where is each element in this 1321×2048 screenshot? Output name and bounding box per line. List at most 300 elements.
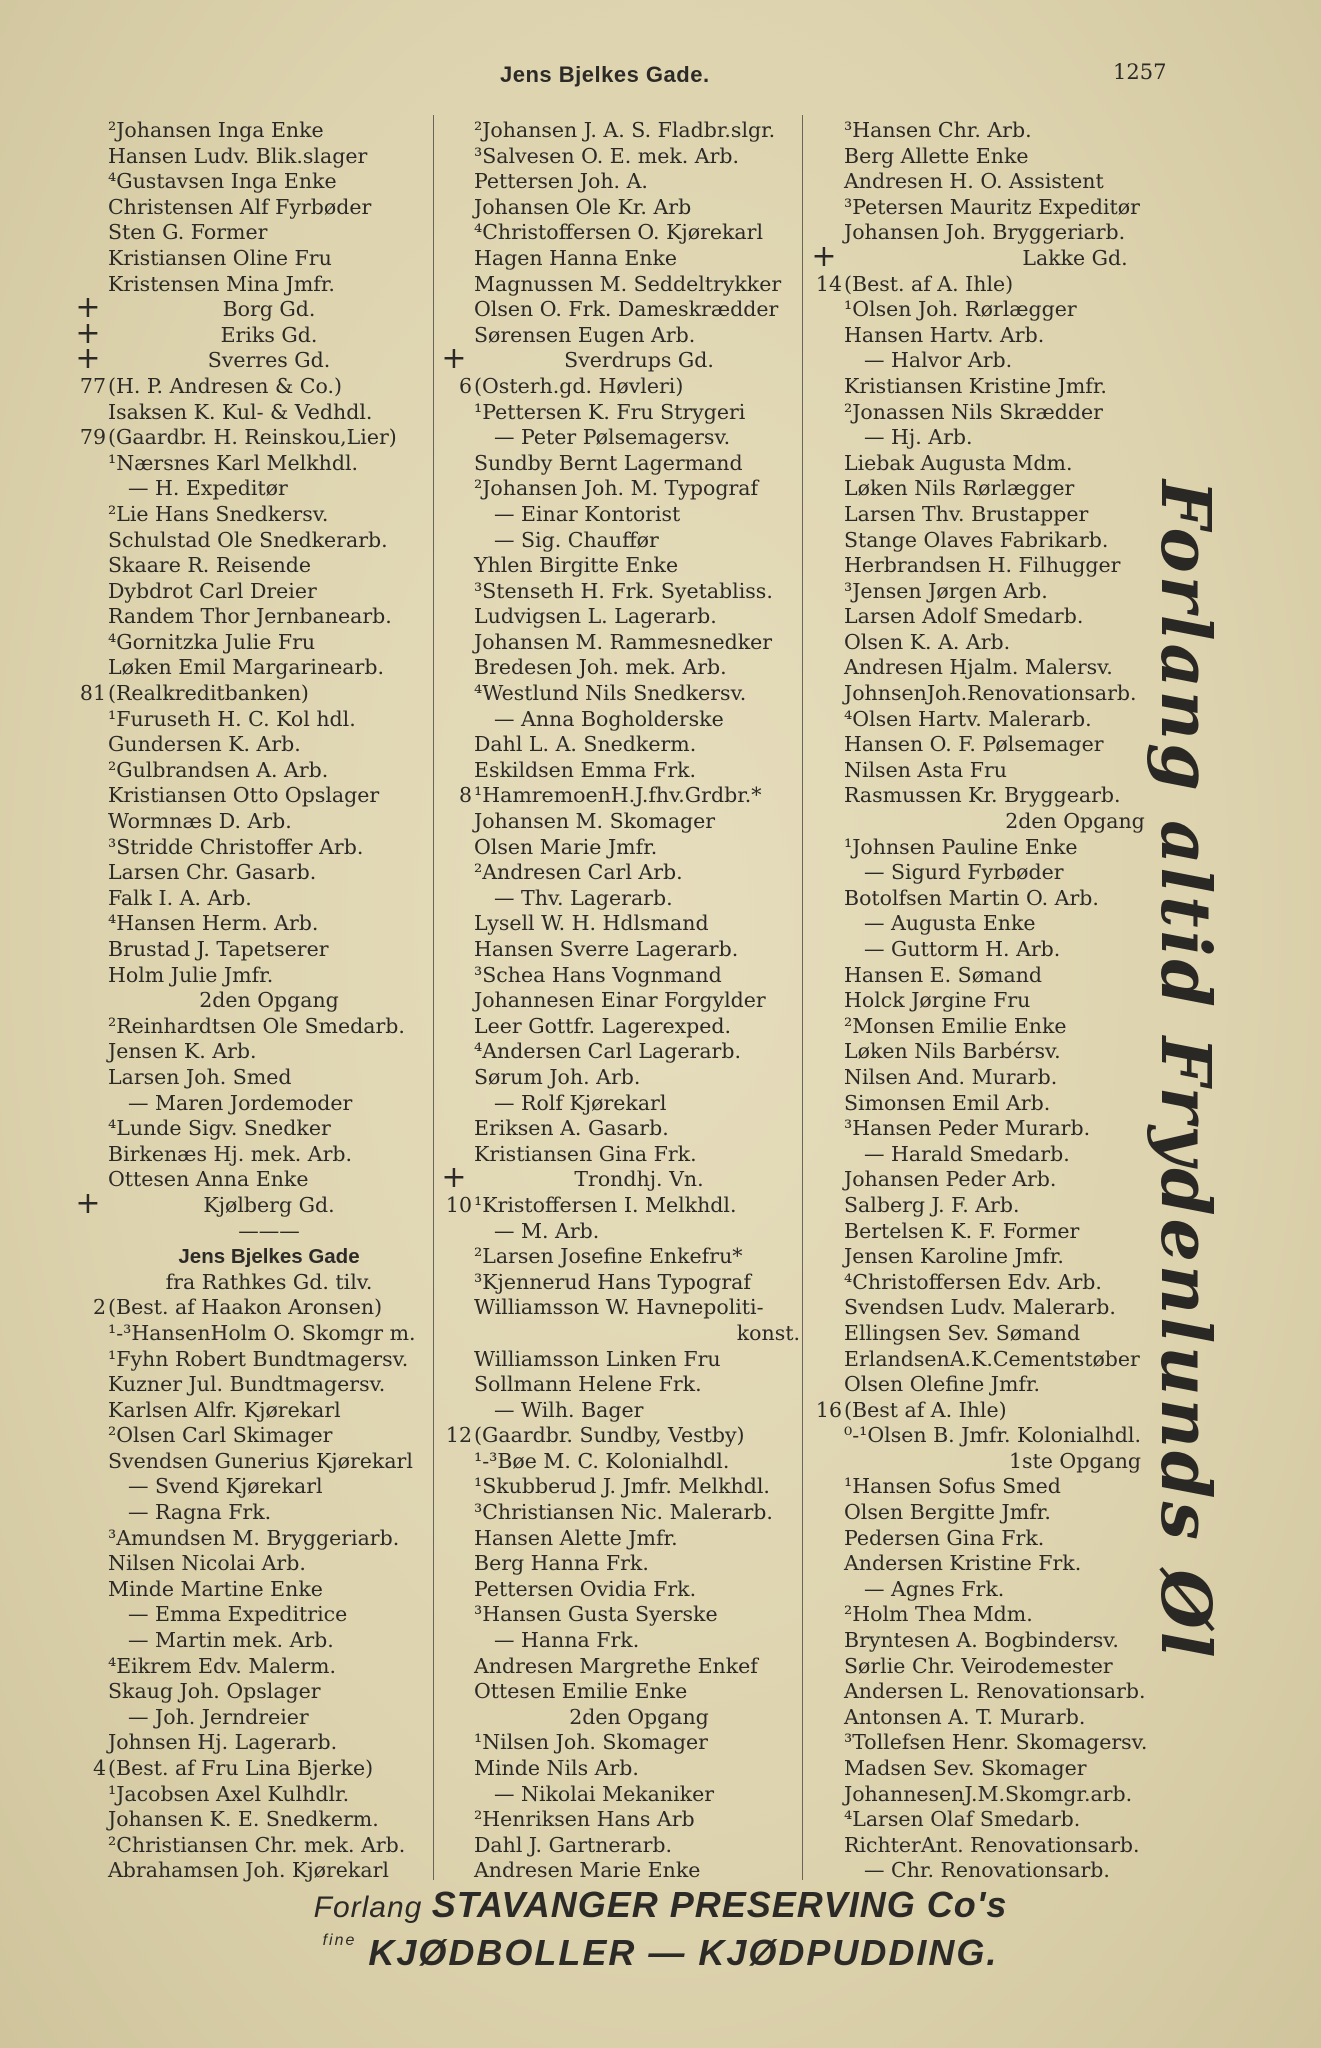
resident-entry [806, 1858, 1306, 1884]
entry-text: Holck Jørgine Fru [844, 988, 1031, 1013]
resident-entry [436, 272, 804, 298]
resident-entry [436, 911, 804, 937]
entry-text: — Martin mek. Arb. [128, 1628, 334, 1653]
entry-text: ³Christiansen Nic. Malerarb. [474, 1500, 773, 1525]
resident-entry [436, 400, 804, 426]
entry-text: Kristiansen Kristine Jmfr. [844, 373, 1107, 398]
entry-text: Johansen Peder Arb. [844, 1167, 1057, 1192]
entry-text: Antonsen A. T. Murarb. [844, 1704, 1086, 1729]
entry-text: ²Henriksen Hans Arb [474, 1807, 695, 1832]
entry-text: Jensen Karoline Jmfr. [844, 1244, 1064, 1269]
resident-entry [806, 1091, 1306, 1117]
resident-entry [806, 1423, 1306, 1449]
resident-entry [70, 169, 430, 195]
entry-text: Johansen K. E. Snedkerm. [108, 1807, 379, 1832]
resident-entry [806, 732, 1306, 758]
resident-entry [436, 1858, 804, 1884]
resident-entry [806, 297, 1306, 323]
ad-brand-text: STAVANGER PRESERVING Co's [431, 1884, 1008, 1925]
resident-entry [436, 169, 804, 195]
resident-entry [806, 886, 1306, 912]
entry-text: ²Larsen Josefine Enkefru* [474, 1244, 743, 1269]
resident-entry [806, 1014, 1306, 1040]
entry-text: Pettersen Joh. A. [474, 169, 648, 194]
house-number: 12 [445, 1423, 472, 1448]
entry-text: — Wilh. Bager [494, 1397, 644, 1422]
street-heading-row [436, 341, 804, 377]
resident-entry [806, 502, 1306, 528]
resident-entry [436, 681, 804, 707]
entry-text: Skaare R. Reisende [108, 553, 312, 578]
entry-text: ⁰-¹Olsen B. Jmfr. Kolonialhdl. [844, 1423, 1141, 1448]
resident-entry [70, 1551, 430, 1577]
entry-text: ⁴Larsen Olaf Smedarb. [844, 1807, 1081, 1832]
entry-text: Andresen Hjalm. Malersv. [844, 655, 1113, 680]
resident-entry [436, 220, 804, 246]
entry-text: Nilsen Asta Fru [844, 757, 1007, 782]
entry-text: Hansen Ludv. Blik.slager [108, 143, 368, 168]
entry-text: Olsen K. A. Arb. [844, 629, 1011, 654]
resident-entry [70, 1449, 430, 1475]
entry-text: ¹Hansen Sofus Smed [844, 1474, 1061, 1499]
entry-text: Bertelsen K. F. Former [844, 1218, 1080, 1243]
entry-text: Ludvigsen L. Lagerarb. [474, 604, 717, 629]
entry-text: Leer Gottfr. Lagerexped. [474, 1013, 732, 1038]
resident-entry [70, 835, 430, 861]
entry-text: — Sig. Chauffør [494, 527, 659, 552]
resident-entry [436, 988, 804, 1014]
entry-text: Holm Julie Jmfr. [108, 962, 274, 987]
resident-entry [806, 783, 1306, 809]
entry-text: Olsen O. Frk. Dameskrædder [474, 297, 779, 322]
resident-entry [806, 911, 1306, 937]
resident-entry [436, 1679, 804, 1705]
entry-text: Schulstad Ole Snedkerarb. [108, 527, 388, 552]
resident-entry [436, 707, 804, 733]
entry-text: Williamsson Linken Fru [474, 1346, 721, 1371]
resident-entry [436, 1142, 804, 1168]
resident-entry [436, 1091, 804, 1117]
house-number-row [70, 1756, 430, 1782]
entry-text: Andersen Kristine Frk. [844, 1551, 1082, 1576]
bottom-advertisement-line-2 [0, 1932, 1321, 1974]
resident-entry [436, 604, 804, 630]
entry-text: (Realkreditbanken) [108, 681, 309, 706]
entry-text: (Gaardbr. H. Reinskou,Lier) [108, 425, 397, 450]
resident-entry [806, 630, 1306, 656]
resident-entry [70, 1577, 430, 1603]
entry-text: — Agnes Frk. [864, 1576, 1005, 1601]
house-number: 8 [458, 783, 472, 808]
entry-text: Abrahamsen Joh. Kjørekarl [108, 1858, 389, 1883]
ad-fine-text: fine [322, 1932, 357, 1949]
street-heading-row [70, 315, 430, 351]
resident-entry [806, 1142, 1306, 1168]
page-number: 1257 [1113, 60, 1167, 84]
resident-entry [70, 1628, 430, 1654]
street-heading-row [436, 1160, 804, 1196]
resident-entry [806, 1244, 1306, 1270]
entry-text: Sørlie Chr. Veirodemester [844, 1653, 1113, 1678]
resident-entry [806, 1116, 1306, 1142]
resident-entry [436, 1577, 804, 1603]
entry-text: Andresen H. O. Assistent [844, 169, 1104, 194]
entry-text: Christensen Alf Fyrbøder [108, 194, 372, 219]
resident-entry [806, 144, 1306, 170]
resident-entry [70, 1398, 430, 1424]
entry-text: ⁴Eikrem Edv. Malerm. [108, 1653, 336, 1678]
entry-text: Herbrandsen H. Filhugger [844, 553, 1121, 578]
entry-text: — Rolf Kjørekarl [494, 1090, 667, 1115]
resident-entry [436, 1321, 804, 1347]
resident-entry [70, 1679, 430, 1705]
resident-entry [70, 1039, 430, 1065]
resident-entry [436, 323, 804, 349]
entry-text: — Harald Smedarb. [864, 1141, 1070, 1166]
resident-entry [70, 1474, 430, 1500]
resident-entry [70, 630, 430, 656]
resident-entry [70, 220, 430, 246]
resident-entry [806, 1551, 1306, 1577]
entry-text: Botolfsen Martin O. Arb. [844, 885, 1099, 910]
entry-text: Sollmann Helene Frk. [474, 1372, 702, 1397]
street-name: 2den Opgang [569, 1704, 709, 1729]
entry-text: Johnsen Hj. Lagerarb. [108, 1730, 338, 1755]
entry-text: ⁴Hansen Herm. Arb. [108, 911, 319, 936]
entry-text: Andersen L. Renovationsarb. [844, 1679, 1146, 1704]
resident-entry [806, 1193, 1306, 1219]
resident-entry [436, 297, 804, 323]
entry-text: — Joh. Jerndreier [128, 1704, 309, 1729]
entry-text: Eriksen A. Gasarb. [474, 1116, 669, 1141]
resident-entry [70, 758, 430, 784]
resident-entry [436, 1372, 804, 1398]
entry-text: ⁴Olsen Hartv. Malerarb. [844, 706, 1092, 731]
entry-text: Stange Olaves Fabrikarb. [844, 527, 1109, 552]
resident-entry [70, 1347, 430, 1373]
entry-text: Isaksen K. Kul- & Vedhdl. [108, 399, 373, 424]
entry-text: — H. Expeditør [128, 476, 288, 501]
resident-entry [70, 1142, 430, 1168]
entry-text: Olsen Bergitte Jmfr. [844, 1500, 1051, 1525]
resident-entry [70, 860, 430, 886]
resident-entry [806, 1654, 1306, 1680]
entry-text: Johansen Joh. Bryggeriarb. [844, 220, 1126, 245]
street-name: Lakke Gd. [1022, 245, 1128, 270]
street-name: 2den Opgang [1005, 809, 1145, 834]
entry-text: Eskildsen Emma Frk. [474, 757, 697, 782]
cross-street-marker: + [75, 341, 101, 377]
entry-text: Larsen Chr. Gasarb. [108, 860, 317, 885]
resident-entry [70, 1014, 430, 1040]
resident-entry [436, 1526, 804, 1552]
entry-text: Jensen K. Arb. [108, 1039, 257, 1064]
entry-text: Brustad J. Tapetserer [108, 937, 329, 961]
entry-text: ¹-³Bøe M. C. Kolonialhdl. [474, 1448, 730, 1473]
entry-text: ⁴Gornitzka Julie Fru [108, 629, 316, 654]
entry-text: (Osterh.gd. Høvleri) [474, 373, 684, 398]
resident-entry [806, 323, 1306, 349]
entry-text: Sten G. Former [108, 220, 268, 245]
entry-text: ¹Kristoffersen I. Melkhdl. [474, 1192, 737, 1217]
resident-entry [806, 195, 1306, 221]
bottom-advertisement-line-1 [0, 1884, 1321, 1926]
resident-entry [70, 732, 430, 758]
entry-text: Løken Nils Rørlægger [844, 476, 1075, 501]
resident-entry [436, 1782, 804, 1808]
entry-text: (Best af A. Ihle) [844, 1397, 1007, 1422]
resident-entry [806, 1474, 1306, 1500]
entry-text: ¹Johnsen Pauline Enke [844, 834, 1078, 859]
entry-text: — Thv. Lagerarb. [494, 885, 673, 910]
resident-entry [436, 1219, 804, 1245]
resident-entry [436, 1270, 804, 1296]
column-1 [70, 118, 430, 1884]
house-number: 77 [79, 373, 106, 398]
street-name: Sverdrups Gd. [564, 348, 714, 373]
resident-entry [70, 937, 430, 963]
street-heading-row [806, 809, 1306, 835]
entry-text: — Anna Bogholderske [494, 706, 724, 731]
resident-entry [70, 1500, 430, 1526]
resident-entry [436, 630, 804, 656]
resident-entry [70, 272, 430, 298]
resident-entry [70, 476, 430, 502]
column-2 [436, 118, 804, 1884]
street-heading-row [70, 1270, 430, 1296]
resident-entry [70, 246, 430, 272]
resident-entry [436, 1398, 804, 1424]
street-heading-row [806, 238, 1306, 274]
resident-entry [806, 1039, 1306, 1065]
entry-text: Sundby Bernt Lagermand [474, 450, 743, 475]
resident-entry [70, 579, 430, 605]
resident-entry [70, 400, 430, 426]
entry-text: ³Jensen Jørgen Arb. [844, 578, 1048, 603]
entry-text: — Svend Kjørekarl [128, 1474, 323, 1499]
entry-text: ¹Olsen Joh. Rørlægger [844, 297, 1077, 322]
entry-text: Magnussen M. Seddeltrykker [474, 271, 782, 296]
resident-entry [806, 451, 1306, 477]
resident-entry [806, 655, 1306, 681]
entry-text: Larsen Adolf Smedarb. [844, 604, 1084, 629]
entry-text: Ottesen Anna Enke [108, 1167, 309, 1192]
resident-entry [70, 195, 430, 221]
resident-entry [436, 860, 804, 886]
cross-street-marker: + [75, 315, 101, 351]
entry-text: Kuzner Jul. Bundtmagersv. [108, 1372, 386, 1397]
resident-entry [436, 246, 804, 272]
column-3 [806, 118, 1306, 1884]
resident-entry [70, 1833, 430, 1859]
resident-entry [436, 835, 804, 861]
house-number-row [70, 1295, 430, 1321]
entry-text: — Hanna Frk. [494, 1628, 640, 1653]
entry-text: Johannesen Einar Forgylder [474, 988, 766, 1013]
resident-entry [436, 1833, 804, 1859]
street-name: Jens Bjelkes Gade [178, 1245, 360, 1269]
column-divider [433, 115, 434, 1880]
entry-text: Skaug Joh. Opslager [108, 1679, 321, 1704]
resident-entry [70, 963, 430, 989]
resident-entry [806, 1705, 1306, 1731]
street-name: fra Rathkes Gd. tilv. [165, 1269, 373, 1294]
entry-text: ¹Skubberud J. Jmfr. Melkhdl. [474, 1474, 770, 1499]
entry-text: Madsen Sev. Skomager [844, 1756, 1087, 1780]
resident-entry [70, 1423, 430, 1449]
resident-entry [806, 758, 1306, 784]
entry-text: — Emma Expeditrice [128, 1602, 348, 1627]
resident-entry [70, 528, 430, 554]
house-number: 6 [458, 373, 472, 398]
street-name: Eriks Gd. [220, 322, 318, 347]
resident-entry [806, 988, 1306, 1014]
resident-entry [806, 1577, 1306, 1603]
resident-entry [806, 528, 1306, 554]
resident-entry [436, 502, 804, 528]
entry-text: Olsen Marie Jmfr. [474, 834, 658, 859]
ad-forlang-text: Forlang [313, 1891, 432, 1924]
resident-entry [436, 1628, 804, 1654]
entry-text: Ottesen Emilie Enke [474, 1679, 688, 1704]
resident-entry [70, 553, 430, 579]
resident-entry [806, 681, 1306, 707]
house-number-row [806, 272, 1306, 298]
entry-text: Salberg J. F. Arb. [844, 1192, 1020, 1217]
house-number: 16 [815, 1397, 842, 1422]
resident-entry [806, 1219, 1306, 1245]
entry-text: Sørum Joh. Arb. [474, 1064, 641, 1089]
entry-text: ¹Furuseth H. C. Kol hdl. [108, 706, 356, 731]
entry-text: — Maren Jordemoder [128, 1090, 353, 1115]
cross-street-marker: + [441, 1160, 467, 1196]
resident-entry [436, 1551, 804, 1577]
entry-text: Lysell W. H. Hdlsmand [474, 911, 709, 936]
house-number-row [806, 1398, 1306, 1424]
resident-entry [436, 1065, 804, 1091]
resident-entry [436, 579, 804, 605]
street-heading-row [70, 341, 430, 377]
resident-entry [806, 707, 1306, 733]
entry-text: Nilsen Nicolai Arb. [108, 1551, 306, 1576]
entry-text: Randem Thor Jernbanearb. [108, 604, 392, 629]
house-number-row [436, 374, 804, 400]
entry-text: Karlsen Alfr. Kjørekarl [108, 1397, 341, 1422]
entry-text: Bryntesen A. Bogbindersv. [844, 1628, 1119, 1653]
resident-entry [436, 1730, 804, 1756]
entry-text: ⁴Andersen Carl Lagerarb. [474, 1039, 741, 1064]
entry-text: ³Amundsen M. Bryggeriarb. [108, 1525, 400, 1550]
entry-text: konst. [736, 1320, 800, 1345]
resident-entry [70, 604, 430, 630]
entry-text: ²Reinhardtsen Ole Smedarb. [108, 1013, 405, 1038]
resident-entry [70, 1091, 430, 1117]
entry-text: ⁴Christoffersen Edv. Arb. [844, 1269, 1102, 1294]
entry-text: Minde Nils Arb. [474, 1756, 639, 1780]
resident-entry [70, 1065, 430, 1091]
resident-entry [806, 1833, 1306, 1859]
resident-entry [70, 1602, 430, 1628]
resident-entry [436, 1500, 804, 1526]
resident-entry [806, 553, 1306, 579]
entry-text: ²Holm Thea Mdm. [844, 1602, 1033, 1627]
entry-text: — Sigurd Fyrbøder [864, 860, 1064, 885]
entry-text: ²Olsen Carl Skimager [108, 1423, 333, 1448]
resident-entry [806, 579, 1306, 605]
entry-text: — Halvor Arb. [864, 348, 1013, 373]
resident-entry [70, 809, 430, 835]
resident-entry [436, 758, 804, 784]
street-heading-row [70, 1219, 430, 1245]
resident-entry [70, 1705, 430, 1731]
page-title: Jens Bjelkes Gade. [500, 62, 710, 87]
entry-text: ³Salvesen O. E. mek. Arb. [474, 143, 740, 168]
entry-text: Andresen Marie Enke [474, 1858, 701, 1883]
house-number-row [436, 1193, 804, 1219]
entry-text: Hagen Hanna Enke [474, 245, 678, 270]
resident-entry [436, 1807, 804, 1833]
resident-entry [70, 1730, 430, 1756]
resident-entry [436, 1244, 804, 1270]
resident-entry [806, 118, 1306, 144]
resident-entry [806, 1730, 1306, 1756]
entry-text: ²Lie Hans Snedkersv. [108, 501, 329, 526]
entry-text: Sørensen Eugen Arb. [474, 322, 696, 347]
entry-text: Berg Hanna Frk. [474, 1551, 649, 1576]
resident-entry [806, 1167, 1306, 1193]
resident-entry [70, 451, 430, 477]
entry-text: Johansen M. Skomager [474, 809, 716, 834]
resident-entry [70, 502, 430, 528]
entry-text: Liebak Augusta Mdm. [844, 450, 1073, 475]
resident-entry [806, 476, 1306, 502]
entry-text: Kristiansen Otto Opslager [108, 783, 380, 808]
resident-entry [436, 1602, 804, 1628]
entry-text: Hansen Hartv. Arb. [844, 322, 1045, 347]
entry-text: Svendsen Ludv. Malerarb. [844, 1295, 1116, 1320]
entry-text: ¹Nilsen Joh. Skomager [474, 1730, 708, 1755]
entry-text: ³Petersen Mauritz Expeditør [844, 194, 1140, 219]
entry-text: ³Schea Hans Vognmand [474, 962, 722, 987]
street-heading-row [806, 1449, 1306, 1475]
resident-entry [70, 1372, 430, 1398]
house-number: 14 [815, 271, 842, 296]
resident-entry [806, 348, 1306, 374]
resident-entry [70, 1782, 430, 1808]
street-name: Trondhj. Vn. [574, 1167, 704, 1192]
entry-text: Kristensen Mina Jmfr. [108, 271, 335, 296]
entry-text: Johansen M. Rammesnedker [474, 629, 773, 654]
resident-entry [70, 707, 430, 733]
cross-street-marker: + [441, 341, 467, 377]
resident-entry [436, 195, 804, 221]
entry-text: — Augusta Enke [864, 911, 1036, 936]
resident-entry [70, 1654, 430, 1680]
resident-entry [436, 1039, 804, 1065]
entry-text: — Hj. Arb. [864, 425, 973, 450]
entry-text: — Ragna Frk. [128, 1500, 272, 1525]
entry-text: RichterAnt. Renovationsarb. [844, 1832, 1140, 1857]
entry-text: ²Jonassen Nils Skrædder [844, 399, 1103, 424]
entry-text: (Best. af A. Ihle) [844, 271, 1014, 296]
resident-entry [436, 963, 804, 989]
entry-text: ³Hansen Chr. Arb. [844, 118, 1032, 142]
cross-street-marker: + [811, 238, 837, 274]
entry-text: Yhlen Birgitte Enke [474, 553, 679, 578]
entry-text: ³Stridde Christoffer Arb. [108, 834, 364, 859]
resident-entry [436, 1295, 804, 1321]
entry-text: Svendsen Gunerius Kjørekarl [108, 1448, 413, 1473]
